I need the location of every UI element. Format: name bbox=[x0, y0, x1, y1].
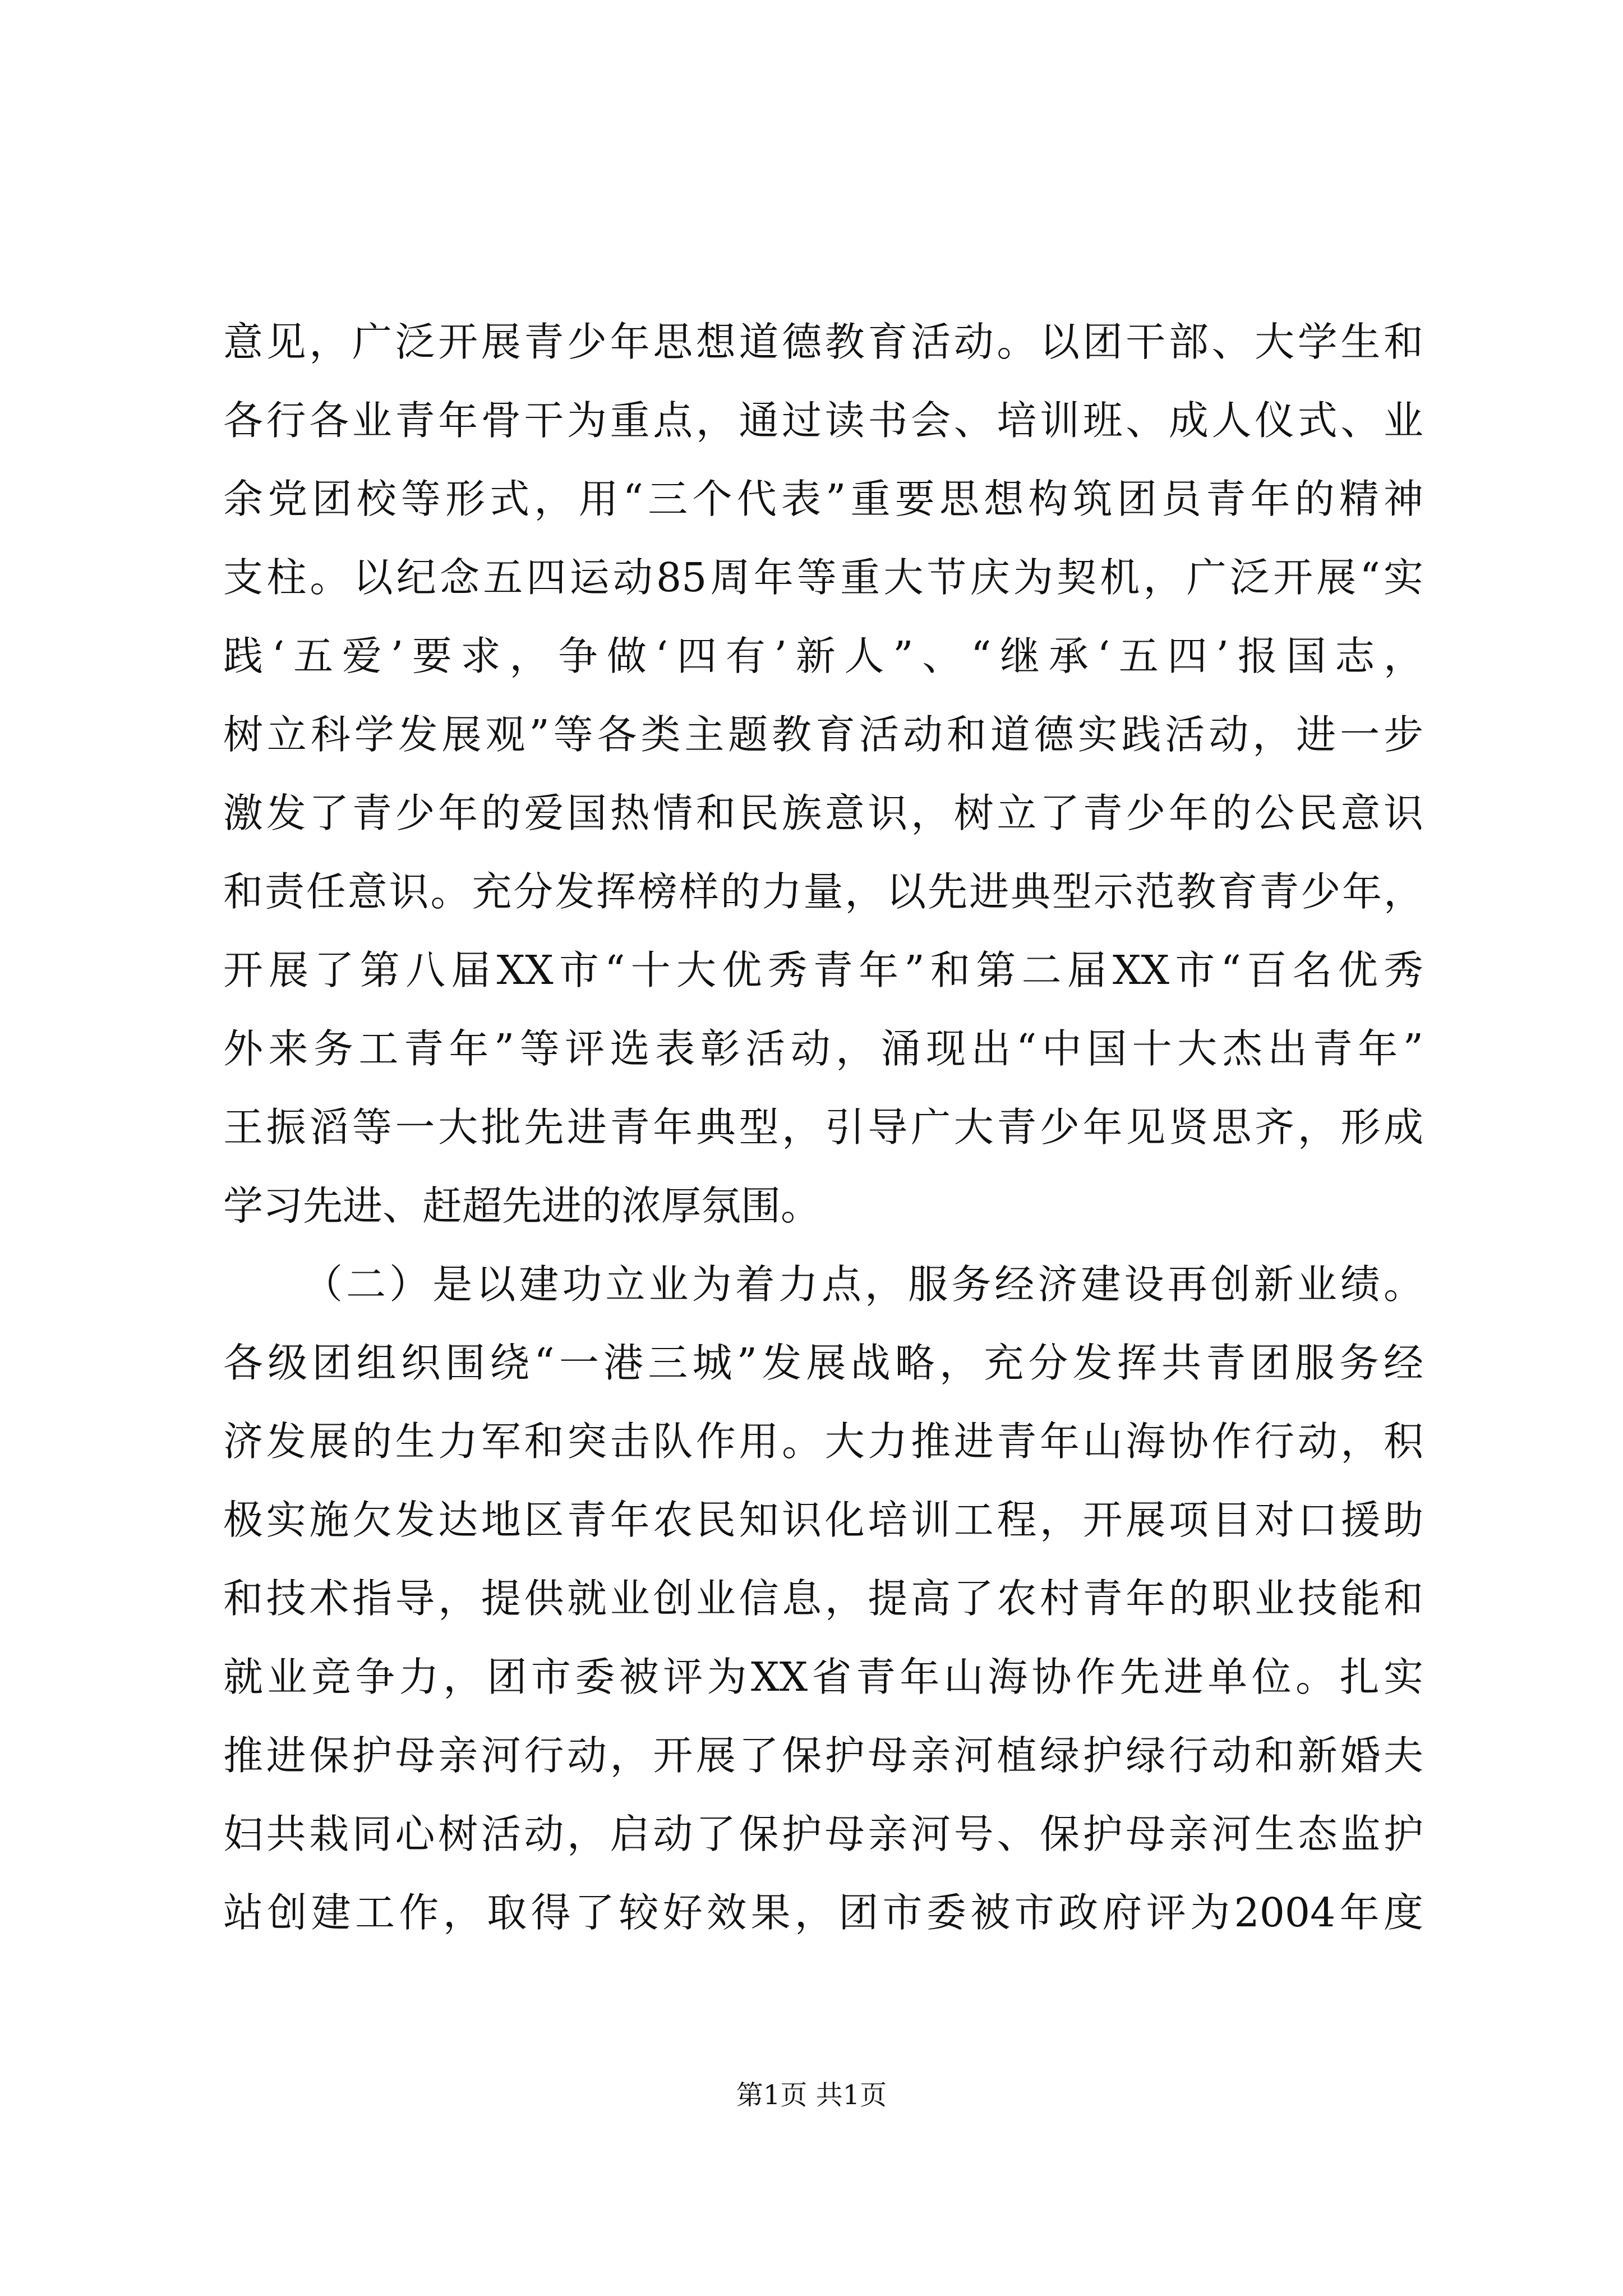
text-line: 学习先进、赶超先进的浓厚氛围。 bbox=[223, 1182, 821, 1229]
section-heading-line: （二）是以建功立业为着力点，服务经济建设再创新业绩。 bbox=[303, 1261, 1423, 1308]
text-line: 妇共栽同心树活动，启动了保护母亲河号、保护母亲河生态监护 bbox=[223, 1811, 1423, 1857]
text-line: 意见，广泛开展青少年思想道德教育活动。以团干部、大学生和 bbox=[223, 319, 1423, 365]
text-line: 极实施欠发达地区青年农民知识化培训工程，开展项目对口援助 bbox=[223, 1497, 1423, 1543]
page-number-footer: 第1页 共1页 bbox=[736, 2079, 887, 2111]
text-line: 余党团校等形式，用“三个代表”重要思想构筑团员青年的精神 bbox=[223, 476, 1423, 522]
text-line: 王振滔等一大批先进青年典型，引导广大青少年见贤思齐，形成 bbox=[223, 1104, 1423, 1151]
text-line: 和责任意识。充分发挥榜样的力量，以先进典型示范教育青少年， bbox=[223, 868, 1423, 915]
text-line: 济发展的生力军和突击队作用。大力推进青年山海协作行动，积 bbox=[223, 1418, 1423, 1465]
body-text bbox=[223, 303, 1423, 1952]
text-line: 各级团组织围绕“一港三城”发展战略，充分发挥共青团服务经 bbox=[223, 1340, 1423, 1386]
text-line: 开展了第八届XX市“十大优秀青年”和第二届XX市“百名优秀 bbox=[223, 947, 1423, 993]
text-line: 推进保护母亲河行动，开展了保护母亲河植绿护绿行动和新婚夫 bbox=[223, 1732, 1423, 1779]
text-line: 激发了青少年的爱国热情和民族意识，树立了青少年的公民意识 bbox=[223, 790, 1423, 836]
text-line: 各行各业青年骨干为重点，通过读书会、培训班、成人仪式、业 bbox=[223, 397, 1423, 444]
text-line: 就业竞争力，团市委被评为XX省青年山海协作先进单位。扎实 bbox=[223, 1654, 1423, 1700]
text-line: 外来务工青年”等评选表彰活动，涌现出“中国十大杰出青年” bbox=[223, 1025, 1423, 1072]
text-line: 和技术指导，提供就业创业信息，提高了农村青年的职业技能和 bbox=[223, 1575, 1423, 1622]
text-line: 树立科学发展观”等各类主题教育活动和道德实践活动，进一步 bbox=[223, 711, 1423, 758]
text-line: 站创建工作，取得了较好效果，团市委被市政府评为2004年度 bbox=[223, 1889, 1423, 1936]
text-line: 支柱。以纪念五四运动85周年等重大节庆为契机，广泛开展“实 bbox=[223, 554, 1423, 601]
text-line: 践‘五爱’要求，争做‘四有’新人”、“继承‘五四’报国志， bbox=[223, 633, 1423, 679]
